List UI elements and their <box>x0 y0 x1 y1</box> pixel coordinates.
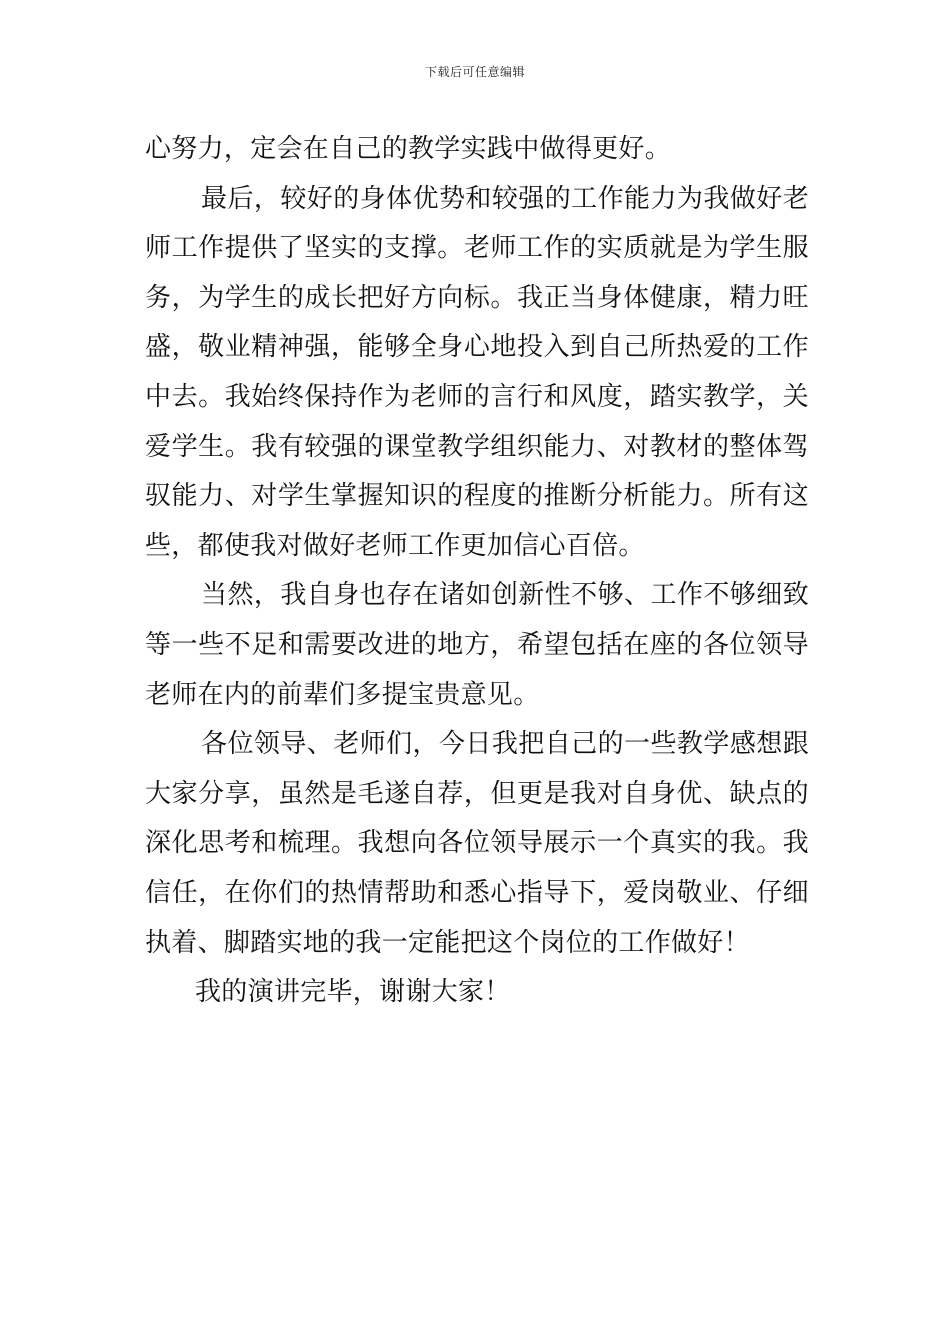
document-body <box>145 125 809 1018</box>
paragraph-conclusion: 各位领导、老师们，今日我把自己的一些教学感想跟大家分享，虽然是毛遂自荐，但更是我对自身优、缺点的深化思考和梳理。我想向各位领导展示一个真实的我。我信任，在你们的热情帮助和悉心指导下，爱岗敬业、仔细执着、脚踏实地的我一定能把这个岗位的工作做好！ <box>145 729 809 958</box>
paragraph-continuation: 心努力，定会在自己的教学实践中做得更好。 <box>145 134 672 164</box>
paragraph-shortcomings: 当然，我自身也存在诸如创新性不够、工作不够细致等一些不足和需要改进的地方，希望包括在座的各位领导老师在内的前辈们多提宝贵意见。 <box>145 580 809 710</box>
paragraph-strengths: 最后，较好的身体优势和较强的工作能力为我做好老师工作提供了坚实的支撑。老师工作的实质就是为学生服务，为学生的成长把好方向标。我正当身体健康，精力旺盛，敬业精神强，能够全身心地投入到自己所热爱的工作中去。我始终保持作为老师的言行和风度，踏实教学，关爱学生。我有较强的课堂教学组织能力、对教材的整体驾驭能力、对学生掌握知识的程度的推断分析能力。所有这些，都使我对做好老师工作更加信心百倍。 <box>145 183 809 561</box>
page-header: 下载后可任意编辑 <box>424 65 525 79</box>
paragraph-closing: 我的演讲完毕，谢谢大家！ <box>195 977 511 1008</box>
